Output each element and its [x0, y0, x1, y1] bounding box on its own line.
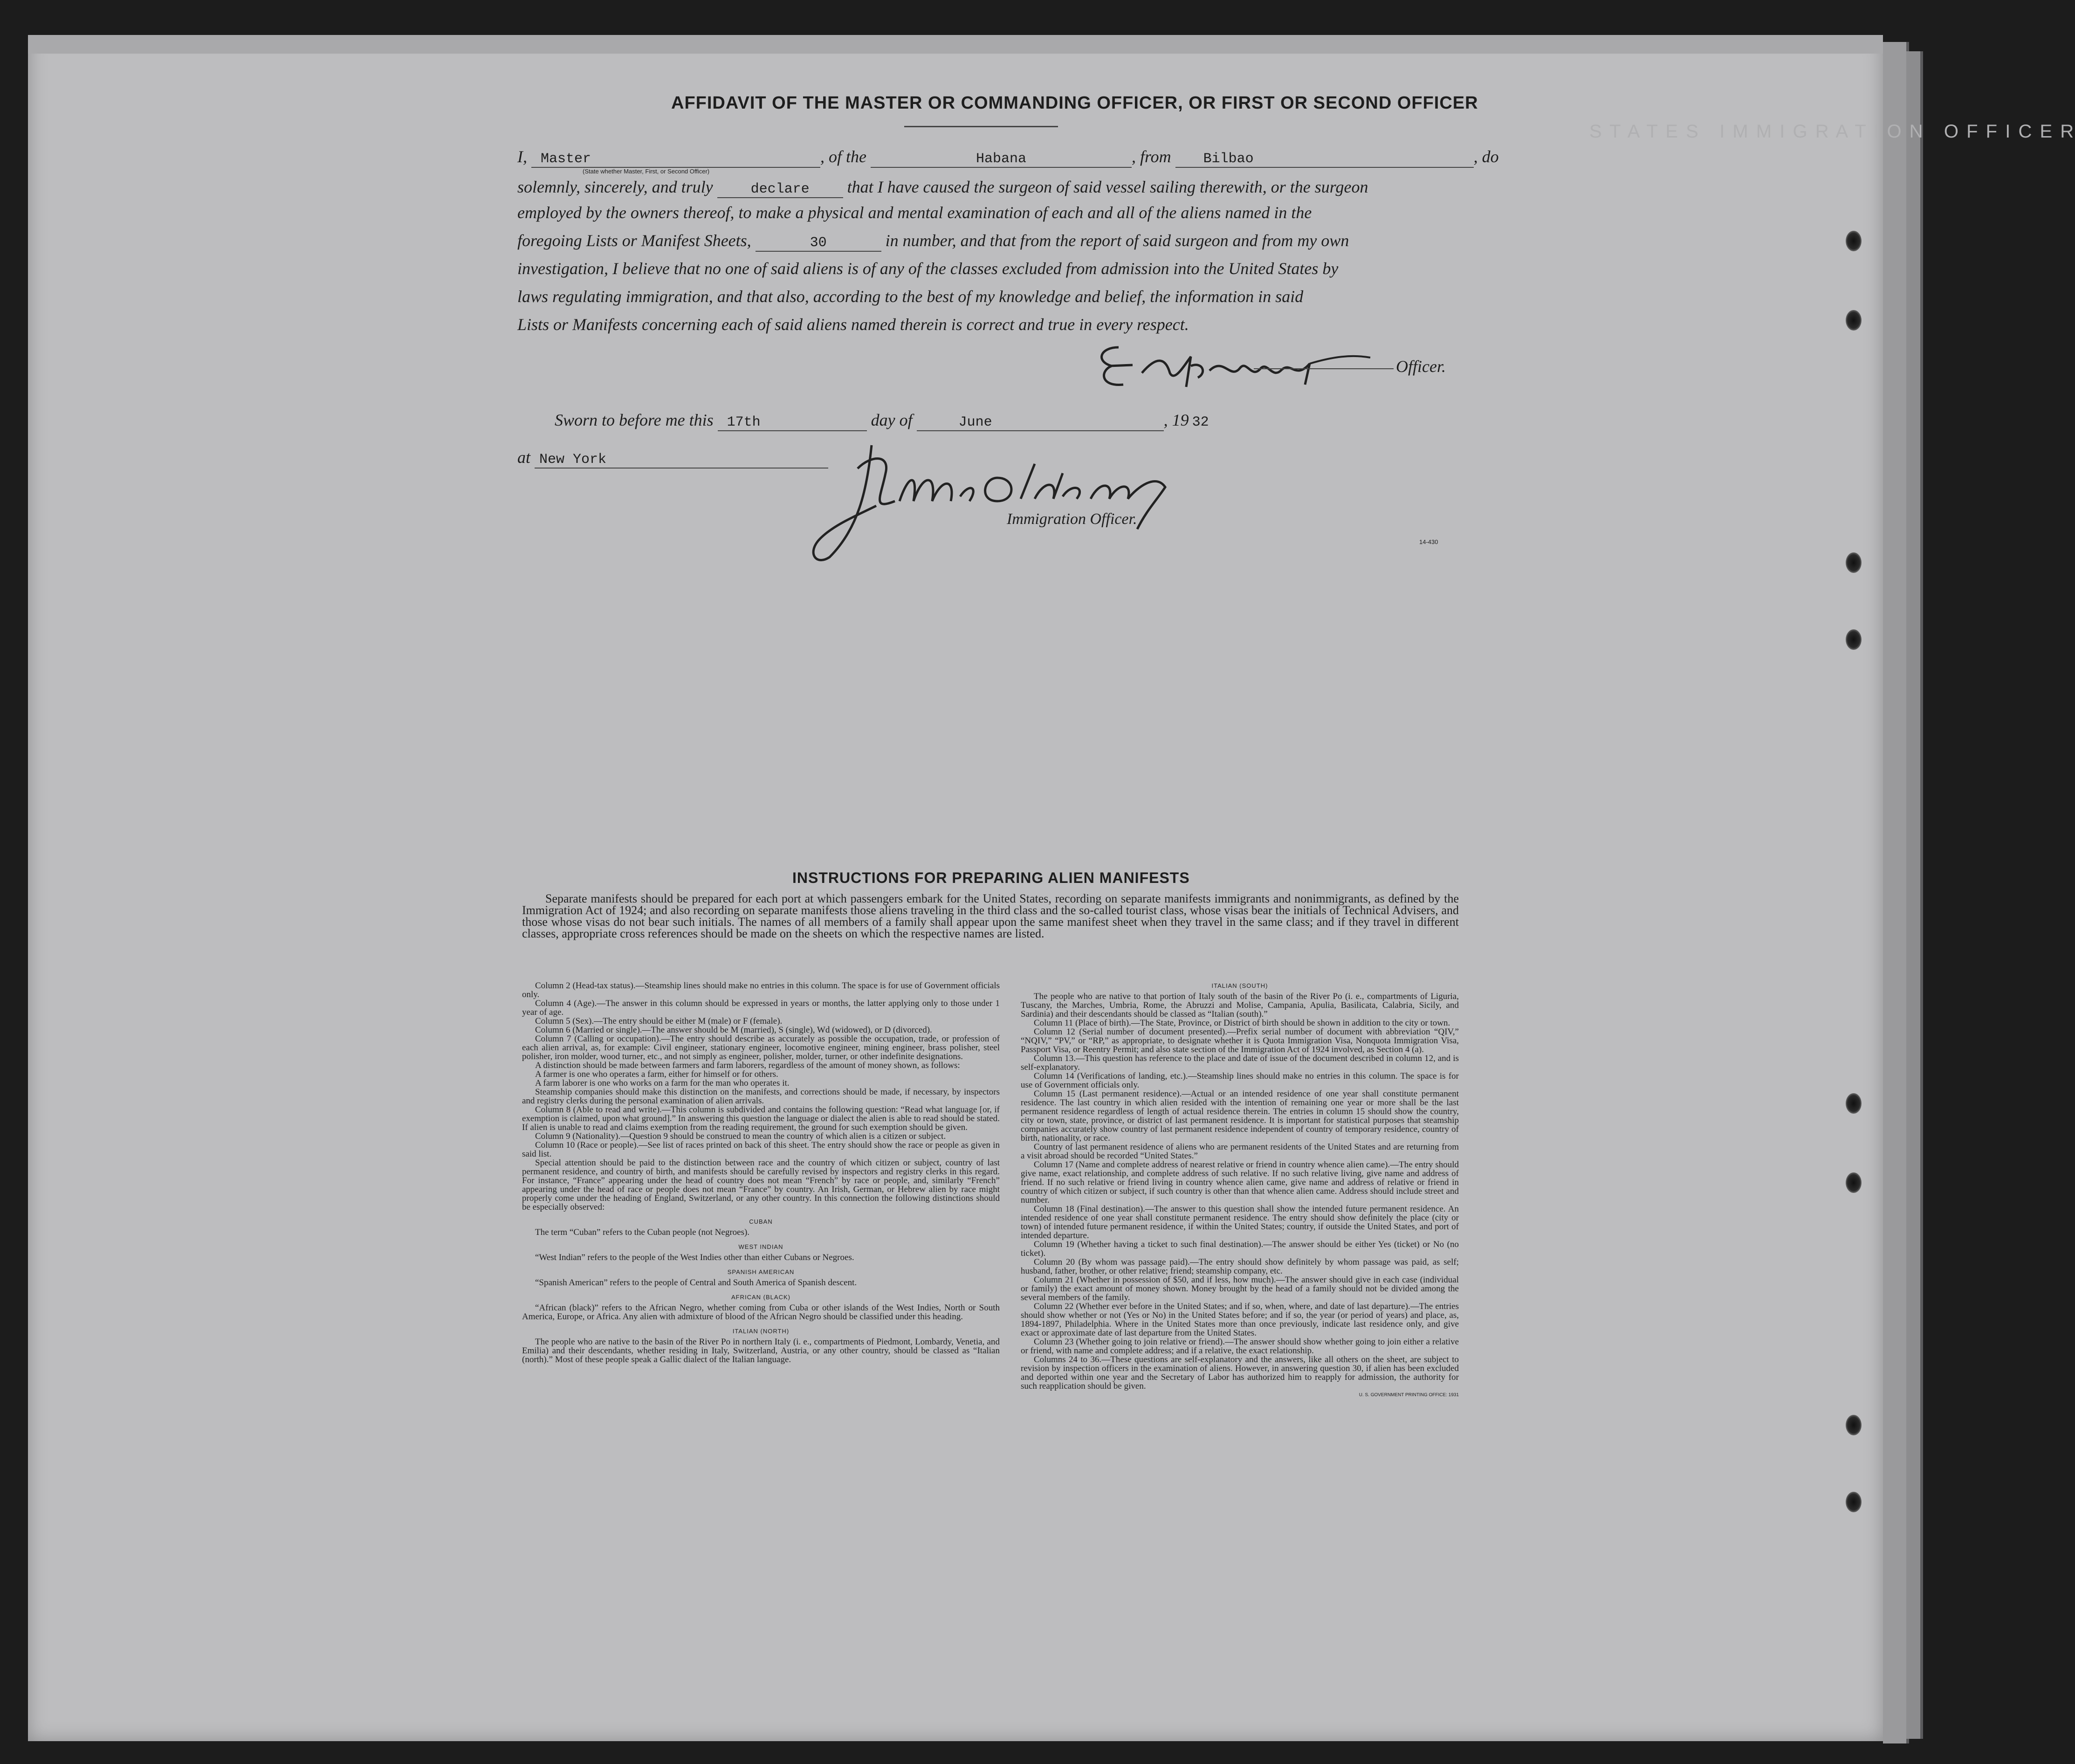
- instruction-paragraph: Column 12 (Serial number of document presented).—Prefix serial number of document with abbreviation “QIV,” “NQIV,” “PV,” or “RP,” as appropriate, to designate whether it is Quota Immigration Visa, Nonquota Immigration Visa, Passport Visa, or Reentry Permit; and also state section of the Immigration Act of 1924 involved, as Section 4 (a).: [1021, 1027, 1459, 1054]
- place-field: New York: [535, 452, 828, 469]
- instruction-paragraph: A farm laborer is one who works on a farm for the man who operates it.: [535, 1078, 790, 1088]
- instruction-paragraph: The people who are native to the basin of the River Po in northern Italy (i. e., compartments of Piedmont, Lombardy, Venetia, and Emilia) and their descendants, whether residing in Italy, Switzerland, Austria, or any other country, should be classed as “Italian (north).” Most of these people speak a Gallic dialect of the Italian language.: [522, 1337, 1000, 1364]
- section-heading-italian-south: ITALIAN (SOUTH): [1211, 982, 1268, 989]
- port-field: Bilbao: [1175, 151, 1474, 168]
- immigration-officer-label: Immigration Officer.: [1007, 510, 1137, 528]
- day-of-text: day of: [871, 411, 913, 429]
- page-edge: [1883, 42, 1909, 1743]
- officer-signature-line: [1254, 368, 1394, 369]
- affidavit-text: solemnly, sincerely, and truly: [517, 178, 713, 196]
- affidavit-text: in number, and that from the report of said surgeon and from my own: [885, 231, 1349, 250]
- instruction-paragraph: Column 13.—This question has reference to the place and date of issue of the document described in column 12, and is self-explanatory.: [1021, 1054, 1459, 1072]
- instruction-paragraph: “Spanish American” refers to the people of Central and South America of Spanish descent.: [535, 1278, 857, 1288]
- instruction-paragraph: Column 21 (Whether in possession of $50, and if less, how much).—The answer should give in each case (individual or family) the exact amount of money shown. Money brought by the head of a family should not be divided among the several members of the family.: [1021, 1275, 1459, 1302]
- form-number: 14-430: [1419, 538, 1438, 545]
- instruction-paragraph: Column 6 (Married or single).—The answer should be M (married), S (single), Wd (widowed), or D (divorced).: [535, 1025, 932, 1035]
- instruction-paragraph: The term “Cuban” refers to the Cuban people (not Negroes).: [535, 1227, 750, 1237]
- instruction-paragraph: Country of last permanent residence of aliens who are permanent residents of the United States and are returning from a visit abroad should be recorded “United States.”: [1021, 1142, 1459, 1161]
- label-from: , from: [1131, 147, 1171, 166]
- at-text: at: [517, 448, 531, 467]
- affidavit-line-6: laws regulating immigration, and that also, according to the best of my knowledge and belief, the information in said: [517, 287, 1304, 306]
- affidavit-line-2: [517, 177, 1368, 198]
- instruction-paragraph: Column 2 (Head-tax status).—Steamship lines should make no entries in this column. The space is for use of Government officials only.: [522, 981, 1000, 999]
- sworn-text: Sworn to before me this: [555, 411, 714, 429]
- punch-hole: [1846, 1492, 1862, 1512]
- instruction-paragraph: Column 20 (By whom was passage paid).—The entry should show definitely by whom passage was paid, as self; husband, father, brother, or other relative; friend; steamship company, etc.: [1021, 1257, 1459, 1276]
- section-heading-west-indian: WEST INDIAN: [738, 1243, 783, 1250]
- punch-hole: [1846, 629, 1862, 650]
- section-heading-cuban: CUBAN: [749, 1218, 773, 1225]
- sworn-line: [555, 410, 1212, 431]
- vessel-field: Habana: [871, 151, 1132, 168]
- punch-hole: [1846, 310, 1862, 331]
- instructions-left-column: [522, 981, 1000, 1364]
- rank-field: Master: [531, 151, 820, 168]
- instruction-paragraph: Column 10 (Race or people).—See list of races printed on back of this sheet. The entry should show the race or people as given in said list.: [522, 1140, 1000, 1159]
- page-edge: [1906, 51, 1923, 1739]
- day-field: 17th: [718, 414, 867, 431]
- instruction-paragraph: Column 9 (Nationality).—Question 9 should be construed to mean the country of which alien is a citizen or subject.: [535, 1131, 946, 1141]
- printer-note: U. S. GOVERNMENT PRINTING OFFICE: 1931: [1359, 1392, 1459, 1398]
- label-i: I,: [517, 147, 527, 166]
- instruction-paragraph: Column 19 (Whether having a ticket to such final destination).—The answer should be either Yes (ticket) or No (no ticket).: [1021, 1240, 1459, 1258]
- instruction-paragraph: Column 8 (Able to read and write).—This column is subdivided and contains the following question: “Read what language [or, if exemption is claimed, upon what ground].” In answering this question the language or dialect the alien is able to read should be stated. If alien is unable to read and claims exemption from the reading requirement, the ground for such exemption should be given.: [522, 1105, 1000, 1132]
- year-field: 32: [1192, 414, 1209, 430]
- affidavit-line-7: Lists or Manifests concerning each of said aliens named therein is correct and true in every respect.: [517, 315, 1189, 334]
- instruction-paragraph: The people who are native to that portion of Italy south of the basin of the River Po (i. e., compartments of Liguria, Tuscany, the Marches, Umbria, Rome, the Abruzzi and Molise, Campania, Apulia, Basilicata, Calabria, Sicily, and Sardinia) and their descendants should be classed as “Italian (south).”: [1021, 992, 1459, 1019]
- month-field: June: [917, 414, 1164, 431]
- instruction-paragraph: Column 15 (Last permanent residence).—Actual or an intended residence of one year shall constitute permanent residence. The last country in which alien resided with the intention of remaining one year or more shall be the last permanent residence regardless of length of actual residence therein. The entries in column 15 should show the country, city or town, state, province, or district of last permanent residence. It is important for statistical purposes that steamship companies accurately show country of last permanent residence independent of country of temporary residence, country of birth, nationality, or race.: [1021, 1089, 1459, 1143]
- punch-hole: [1846, 552, 1862, 573]
- immigration-officer-signature: [802, 436, 1221, 571]
- affidavit-title: AFFIDAVIT OF THE MASTER OR COMMANDING OFFICER, OR FIRST OR SECOND OFFICER: [671, 93, 1478, 113]
- instruction-paragraph: Column 18 (Final destination).—The answer to this question shall show the intended future permanent residence. An intended residence of one year shall constitute permanent residence. The entry should show definitely the place (city or town) of intended future permanent residence, if within the United States; country, if outside the United States, and port of intended departure.: [1021, 1204, 1459, 1240]
- instruction-paragraph: Column 14 (Verifications of landing, etc.).—Steamship lines should make no entries in this column. The space is for use of Government officials only.: [1021, 1071, 1459, 1090]
- instructions-right-column: [1021, 981, 1459, 1399]
- punch-hole: [1846, 1093, 1862, 1114]
- affidavit-line-4: [517, 231, 1349, 252]
- instruction-paragraph: Column 17 (Name and complete address of nearest relative or friend in country whence alien came).—The entry should give name, exact relationship, and complete address of such relative. If no such relative living, give name and address of friend. If no such relative or friend living in country whence alien came, give name and address of relative or friend in country of which citizen or subject, if such country is other than that whence alien came. Address should include street and number.: [1021, 1160, 1459, 1205]
- instruction-paragraph: Column 7 (Calling or occupation).—The entry should describe as accurately as possible the occupation, trade, or profession of each alien arrival, as, for example: Civil engineer, stationary engineer, locomotive engineer, mining engineer, brass polisher, steel polisher, iron molder, wood turner, etc., and not simply as engineer, polisher, molder, turner, or other indefinite designations.: [522, 1034, 1000, 1061]
- label-do: , do: [1473, 147, 1499, 166]
- instruction-paragraph: Column 11 (Place of birth).—The State, Province, or District of birth should be shown in addition to the city or town.: [1034, 1018, 1450, 1028]
- instruction-paragraph: Columns 24 to 36.—These questions are self-explanatory and the answers, like all others on the sheet, are subject to revision by inspection officers in the examination of aliens. However, in answering question 30, if alien has been excluded and deported within one year and the Secretary of Labor has authorized him to reapply for admission, the authority for such reapplication should be given.: [1021, 1355, 1459, 1391]
- affidavit-text: foregoing Lists or Manifest Sheets,: [517, 231, 751, 250]
- instructions-intro: Separate manifests should be prepared for each port at which passengers embark for the United States, recording on separate manifests immigrants and nonimmigrants, as defined by the Immigration Act of 1924; and also recording on separate manifests those aliens traveling in the third class and the so-called tourist class, whose visas bear the initials of Technical Advisers, and those whose visas do not bear such initials. The names of all members of a family shall appear upon the same manifest sheet when they travel in the same class; and if they travel in different classes, appropriate cross references should be made on the sheets on which the respective names are listed.: [522, 892, 1459, 940]
- instruction-paragraph: Special attention should be paid to the distinction between race and the country of which citizen or subject, country of last permanent residence, and country of birth, and manifests should be carefully revised by inspectors and registry clerks in this regard. For instance, “France” appearing under the head of country does not mean “French” by race or people, and, similarly “French” appearing under the head of race or people does not mean “France” by country. An Irish, German, or Hebrew alien by race might properly come under the heading of England, Switzerland, or any other country. In this connection the following distinctions should be especially observed:: [522, 1158, 1000, 1212]
- instruction-paragraph: “West Indian” refers to the people of the West Indies other than either Cubans or Negroes.: [535, 1253, 854, 1262]
- affidavit-line-5: investigation, I believe that no one of said aliens is of any of the classes excluded from admission into the United States by: [517, 259, 1339, 278]
- instruction-paragraph: A farmer is one who operates a farm, either for himself or for others.: [535, 1069, 778, 1079]
- affidavit-line-3: employed by the owners thereof, to make a physical and mental examination of each and all of the aliens named in the: [517, 203, 1312, 222]
- instruction-paragraph: Steamship companies should make this distinction on the manifests, and corrections should be made, if necessary, by inspectors and registry clerks during the personal examination of alien arrivals.: [522, 1087, 1000, 1106]
- place-line: [517, 448, 828, 469]
- section-heading-spanish-american: SPANISH AMERICAN: [727, 1268, 795, 1275]
- instruction-paragraph: “African (black)” refers to the African Negro, whether coming from Cuba or other islands of the West Indies, North or South America, Europe, or Africa. Any alien with admixture of blood of the African Negro should be classified under this heading.: [522, 1303, 1000, 1322]
- rank-note: (State whether Master, First, or Second Officer): [583, 168, 710, 175]
- officer-label: Officer.: [1396, 357, 1446, 376]
- year-prefix: , 19: [1163, 411, 1189, 429]
- label-of-the: , of the: [820, 147, 866, 166]
- instructions-title: INSTRUCTIONS FOR PREPARING ALIEN MANIFESTS: [792, 869, 1190, 886]
- show-through-text: S T A T E S I M M I G R A T I O N O F F I C E R: [1589, 121, 2075, 142]
- affidavit-text: that I have caused the surgeon of said vessel sailing therewith, or the surgeon: [847, 178, 1368, 196]
- sheets-field: 30: [756, 235, 881, 252]
- punch-hole: [1846, 231, 1862, 251]
- manifest-page: [28, 35, 2075, 1741]
- affidavit-line-1: [517, 147, 1499, 168]
- punch-hole: [1846, 1415, 1862, 1435]
- section-heading-african: AFRICAN (BLACK): [731, 1294, 790, 1301]
- section-heading-italian-north: ITALIAN (NORTH): [732, 1328, 790, 1335]
- instruction-paragraph: Column 23 (Whether going to join relative or friend).—The answer should show whether going to join either a relative or friend, with name and complete address; and if a relative, the exact relationship.: [1021, 1337, 1459, 1356]
- instruction-paragraph: Column 22 (Whether ever before in the United States; and if so, when, where, and date of last departure).—The entries should show whether or not (Yes or No) in the United States before; and if so, the year (or period of years) and place, as, 1894-1897, Philadelphia. Where in the United States more than once previously, indicate last residence only, and give exact or approximate date of last departure from the United States.: [1021, 1302, 1459, 1338]
- instruction-paragraph: Column 5 (Sex).—The entry should be either M (male) or F (female).: [535, 1016, 783, 1026]
- declare-field: declare: [717, 181, 843, 198]
- instruction-paragraph: Column 4 (Age).—The answer in this column should be expressed in years or months, the latter applying only to those under 1 year of age.: [522, 999, 1000, 1017]
- instruction-paragraph: A distinction should be made between farmers and farm laborers, regardless of the amount of money shown, as follows:: [535, 1061, 960, 1070]
- page-fold: [28, 35, 1883, 54]
- punch-hole: [1846, 1172, 1862, 1193]
- title-underline: [904, 126, 1058, 127]
